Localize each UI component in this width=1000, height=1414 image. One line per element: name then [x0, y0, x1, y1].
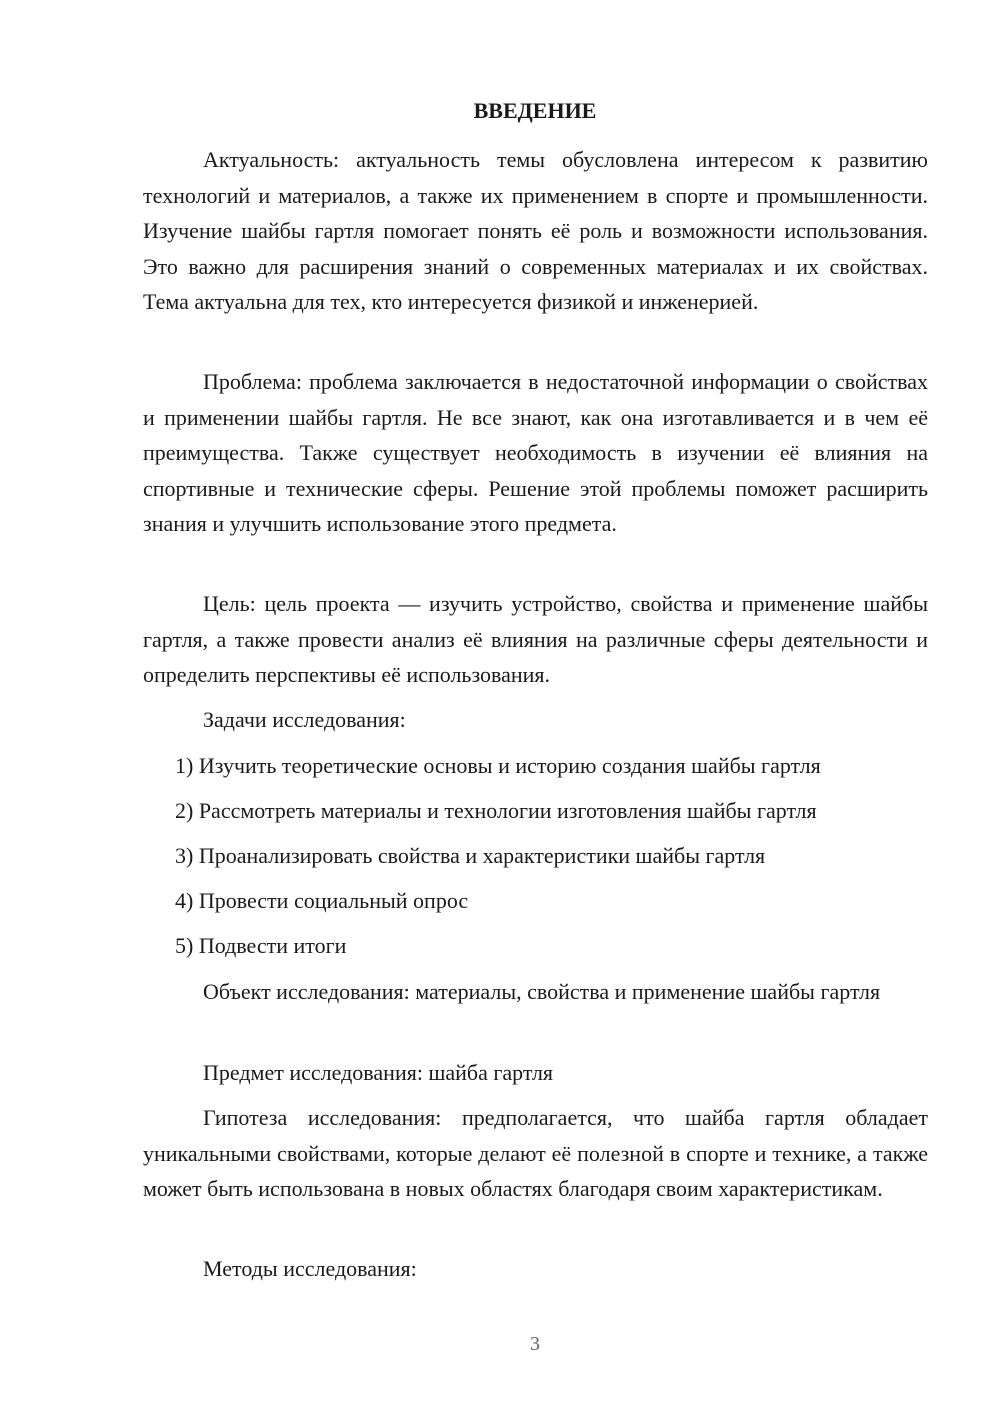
problem-block — [143, 364, 928, 542]
problem-paragraph: Проблема: проблема заключается в недостаточной информации о свойствах и применении шайбы гартля. Не все знают, как она изготавливается и в чем её преимущества. Также существует необходимость в изучении её влияния на спортивные и технические сферы. Решение этой проблемы поможет расширить знания и улучшить использование этого предмета. — [143, 369, 928, 536]
relevance-block — [143, 142, 928, 320]
tasks-heading: Задачи исследования: — [203, 707, 406, 732]
page-title: ВВЕДЕНИЕ — [473, 98, 597, 123]
task-item-4: 4) Провести социальный опрос — [175, 888, 469, 913]
task-item-2: 2) Рассмотреть материалы и технологии изготовления шайбы гартля — [175, 798, 817, 823]
object-paragraph: Объект исследования: материалы, свойства и применение шайбы гартля — [203, 979, 881, 1004]
page-number: 3 — [530, 1333, 540, 1355]
goal-paragraph: Цель: цель проекта — изучить устройство, свойства и применение шайбы гартля, а также провести анализ её влияния на различные сферы деятельности и определить перспективы её использования. — [143, 591, 928, 687]
task-item-5: 5) Подвести итоги — [175, 933, 347, 958]
subject-block — [143, 1055, 928, 1091]
methods-heading-block — [143, 1251, 928, 1287]
relevance-paragraph: Актуальность: актуальность темы обусловлена интересом к развитию технологий и материалов, а также их применением в спорте и промышленности. Изучение шайбы гартля помогает понять её роль и возможности использования. Это важно для расширения знаний о современных материалах и их свойствах. Тема актуальна для тех, кто интересуется физикой и инженерией. — [143, 147, 928, 314]
object-block — [143, 974, 928, 1010]
subject-paragraph: Предмет исследования: шайба гартля — [203, 1060, 554, 1085]
goal-block — [143, 586, 928, 693]
methods-heading: Методы исследования: — [203, 1256, 417, 1281]
hypothesis-paragraph: Гипотеза исследования: предполагается, что шайба гартля обладает уникальными свойствами, которые делают её полезной в спорте и технике, а также может быть использована в новых областях благодаря своим характеристикам. — [143, 1105, 928, 1201]
tasks-heading-block — [143, 702, 928, 738]
hypothesis-block — [143, 1100, 928, 1207]
task-item-3: 3) Проанализировать свойства и характеристики шайбы гартля — [175, 843, 766, 868]
task-item-1: 1) Изучить теоретические основы и историю создания шайбы гартля — [175, 753, 821, 778]
